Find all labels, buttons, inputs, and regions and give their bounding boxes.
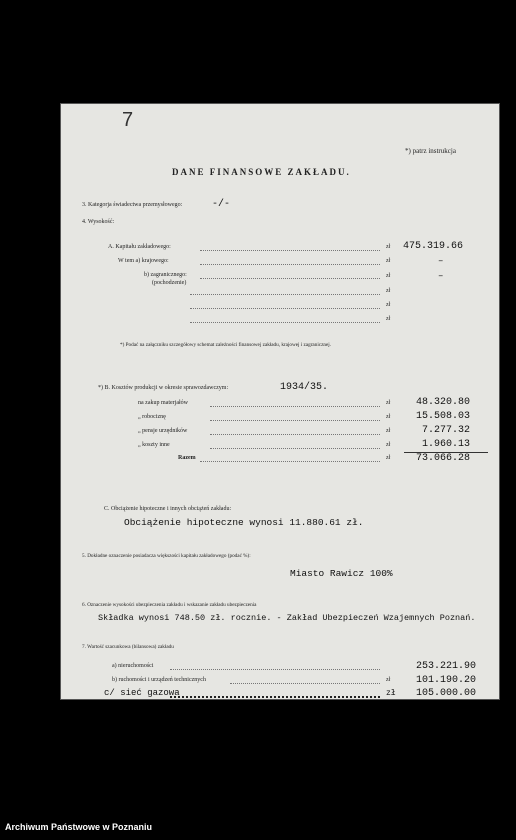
value-row-value: 101.190.20	[416, 675, 477, 686]
section-6-value: Składka wynosi 748.50 zł. rocznie. - Zakład Ubezpieczeń Wzajemnych Poznań.	[98, 613, 476, 623]
section-3-label: 3. Kategorja świadectwa przemysłowego:	[82, 202, 183, 208]
value-row-label: c/ sieć gazowa	[104, 688, 180, 698]
section-b-period: 1934/35.	[280, 382, 329, 393]
domestic-value: –	[438, 256, 444, 266]
foreign-label: b) zagranicznego:	[144, 272, 187, 278]
value-row-value: 105.000.00	[416, 688, 477, 699]
currency-label: zł	[386, 258, 391, 264]
handwritten-mark: 7	[122, 109, 134, 131]
cost-row-value: 1.960.13	[422, 439, 471, 450]
page-title: DANE FINANSOWE ZAKŁADU.	[172, 167, 351, 177]
currency-label: zł	[386, 302, 391, 308]
currency-label: zł	[386, 677, 391, 683]
value-row-label: b) ruchomości i urządzeń technicznych	[112, 677, 206, 683]
section-c-label: C. Obciążenie hipoteczne i innych obciążeń zakładu:	[104, 506, 232, 512]
section-4-footnote: *) Podać na załączniku szczegółowy schemat zależności finansowej zakładu, krajowej i zagranicznej.	[120, 342, 332, 348]
cost-row-label: „ robociznę	[138, 414, 166, 420]
archive-footer: Archiwum Państwowe w Poznaniu	[5, 822, 153, 832]
currency-label: zł	[386, 428, 391, 434]
cost-row-value: 15.508.03	[416, 411, 471, 422]
cost-row-label: „ pensje urzędników	[138, 428, 188, 434]
foreign-origin-label: (pochodzenie)	[152, 280, 187, 286]
section-7-label: 7. Wartość szacunkowa (bilansowa) zakładu	[82, 644, 174, 650]
section-4-label: 4. Wysokość:	[82, 219, 115, 225]
domestic-label: W tem a) krajowego:	[118, 258, 169, 264]
currency-label: zł	[386, 288, 391, 294]
currency-label: zł	[386, 455, 391, 461]
section-c-value: Obciążenie hipoteczne wynosi 11.880.61 zł.	[124, 517, 364, 528]
value-row-label: a) nieruchomości	[112, 663, 154, 669]
capital-value: 475.319.66	[403, 241, 464, 252]
currency-label: zł	[386, 689, 396, 698]
foreign-value: –	[438, 271, 444, 281]
section-6-label: 6. Oznaczenie wysokości ubezpieczenia zakładu i wskazanie zakładu ubezpieczenia	[82, 602, 257, 608]
currency-label: zł	[386, 273, 391, 279]
instruction-note: *) patrz instrukcja	[405, 147, 456, 155]
currency-label: zł	[386, 316, 391, 322]
section-b-label: *) B. Kosztów produkcji w okresie sprawozdawczym:	[98, 385, 229, 391]
currency-label: zł	[386, 244, 391, 250]
section-5-value: Miasto Rawicz 100%	[290, 568, 393, 579]
cost-row-value: 48.320.80	[416, 397, 471, 408]
cost-row-value: 7.277.32	[422, 425, 471, 436]
section-5-label: 5. Dokładne oznaczenie posiadacza większości kapitału zakładowego (podać %):	[82, 553, 251, 559]
cost-total-value: 73.066.28	[416, 453, 471, 464]
cost-total-label: Razem	[178, 455, 196, 461]
section-3-value: -/-	[212, 199, 231, 210]
currency-label: zł	[386, 414, 391, 420]
cost-row-label: na zakup materjałów	[138, 400, 188, 406]
cost-row-label: „ koszty inne	[138, 442, 170, 448]
value-row-value: 253.221.90	[416, 661, 477, 672]
capital-label: A. Kapitału zakładowego:	[108, 244, 171, 250]
currency-label: zł	[386, 400, 391, 406]
document-page	[60, 103, 500, 700]
currency-label: zł	[386, 442, 391, 448]
